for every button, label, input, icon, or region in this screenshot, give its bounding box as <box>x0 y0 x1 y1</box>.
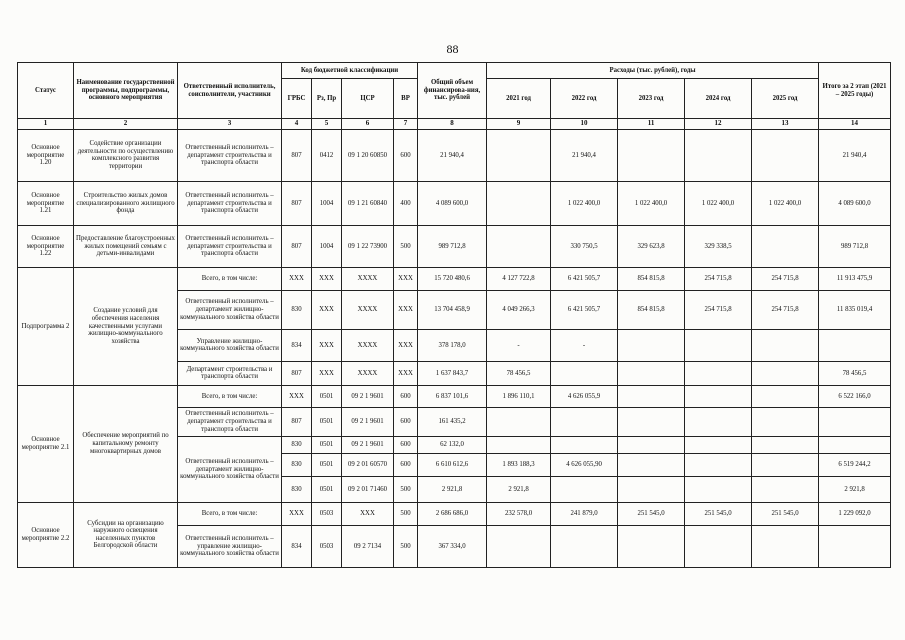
vr-cell: 600 <box>394 453 418 476</box>
rzpr-cell: ХХХ <box>312 267 342 290</box>
y2021-cell: 4 049 266,3 <box>487 290 551 329</box>
colnum: 8 <box>418 119 487 130</box>
hdr-vr: ВР <box>394 79 418 119</box>
budget-table <box>17 62 891 568</box>
itogo-cell <box>819 525 891 567</box>
vr-cell: ХХХ <box>394 361 418 385</box>
executor-cell: Ответственный исполнитель – департамент строительства и транспорта области <box>178 181 282 225</box>
executor-cell: Всего, в том числе: <box>178 267 282 290</box>
itogo-cell: 11 913 475,9 <box>819 267 891 290</box>
vr-cell: 600 <box>394 407 418 436</box>
csr-cell: 09 2 01 71460 <box>342 476 394 502</box>
y2022-cell <box>551 407 618 436</box>
y2025-cell: 1 022 400,0 <box>752 181 819 225</box>
itogo-cell: 4 089 600,0 <box>819 181 891 225</box>
y2022-cell: 4 626 055,9 <box>551 385 618 407</box>
hdr-2023: 2023 год <box>618 79 685 119</box>
csr-cell: 09 1 20 60850 <box>342 129 394 181</box>
status-cell: Основное мероприятие 1.21 <box>18 181 74 225</box>
itogo-cell: 2 921,8 <box>819 476 891 502</box>
total-cell: 6 837 101,6 <box>418 385 487 407</box>
total-cell: 62 132,0 <box>418 436 487 453</box>
y2025-cell <box>752 225 819 267</box>
total-cell: 989 712,8 <box>418 225 487 267</box>
csr-cell: ХХХХ <box>342 329 394 361</box>
y2024-cell <box>685 385 752 407</box>
y2023-cell: 1 022 400,0 <box>618 181 685 225</box>
rzpr-cell: 0501 <box>312 453 342 476</box>
y2024-cell <box>685 129 752 181</box>
rzpr-cell: 0501 <box>312 436 342 453</box>
y2021-cell: 78 456,5 <box>487 361 551 385</box>
grbs-cell: 807 <box>282 407 312 436</box>
grbs-cell: ХХХ <box>282 267 312 290</box>
itogo-cell <box>819 329 891 361</box>
y2023-cell <box>618 525 685 567</box>
itogo-cell: 6 519 244,2 <box>819 453 891 476</box>
grbs-cell: 834 <box>282 329 312 361</box>
itogo-cell: 78 456,5 <box>819 361 891 385</box>
subprogram-row <box>18 267 891 290</box>
csr-cell: ХХХХ <box>342 267 394 290</box>
y2023-cell <box>618 436 685 453</box>
csr-cell: 09 1 21 60840 <box>342 181 394 225</box>
executor-cell: Управление жилищно-коммунального хозяйства области <box>178 329 282 361</box>
y2025-cell <box>752 361 819 385</box>
vr-cell: 500 <box>394 525 418 567</box>
y2021-cell <box>487 129 551 181</box>
column-numbers-row <box>18 119 891 130</box>
rzpr-cell: 0501 <box>312 476 342 502</box>
hdr-2025: 2025 год <box>752 79 819 119</box>
colnum: 6 <box>342 119 394 130</box>
measure-row <box>18 181 891 225</box>
vr-cell: 400 <box>394 181 418 225</box>
hdr-name: Наименование государственной программы, подпрограммы, основного мероприятия <box>74 63 178 119</box>
y2021-cell <box>487 525 551 567</box>
total-cell: 161 435,2 <box>418 407 487 436</box>
y2025-cell <box>752 329 819 361</box>
header-row <box>18 63 891 79</box>
itogo-cell: 11 835 019,4 <box>819 290 891 329</box>
y2023-cell <box>618 476 685 502</box>
grbs-cell: 830 <box>282 453 312 476</box>
y2022-cell: - <box>551 329 618 361</box>
y2025-cell: 251 545,0 <box>752 502 819 525</box>
y2024-cell: 329 338,5 <box>685 225 752 267</box>
executor-cell: Ответственный исполнитель – управление жилищно-коммунального хозяйства области <box>178 525 282 567</box>
hdr-csr: ЦСР <box>342 79 394 119</box>
colnum: 12 <box>685 119 752 130</box>
grbs-cell: ХХХ <box>282 385 312 407</box>
vr-cell: 500 <box>394 225 418 267</box>
executor-cell: Ответственный исполнитель – департамент строительства и транспорта области <box>178 407 282 436</box>
name-cell: Предоставление благоустроенных жилых помещений семьям с детьми-инвалидами <box>74 225 178 267</box>
executor-cell: Ответственный исполнитель – департамент жилищно-коммунального хозяйства области <box>178 436 282 502</box>
y2022-cell <box>551 361 618 385</box>
colnum: 1 <box>18 119 74 130</box>
page-number: 88 <box>446 42 459 56</box>
rzpr-cell: 1004 <box>312 225 342 267</box>
rzpr-cell: ХХХ <box>312 361 342 385</box>
y2025-cell <box>752 453 819 476</box>
y2024-cell: 254 715,8 <box>685 290 752 329</box>
vr-cell: ХХХ <box>394 329 418 361</box>
itogo-cell: 6 522 166,0 <box>819 385 891 407</box>
grbs-cell: 807 <box>282 129 312 181</box>
y2022-cell: 6 421 505,7 <box>551 290 618 329</box>
csr-cell: 09 1 22 73900 <box>342 225 394 267</box>
total-cell: 15 720 480,6 <box>418 267 487 290</box>
hdr-executor: Ответственный исполнитель, соисполнители, участники <box>178 63 282 119</box>
name-cell: Субсидии на организацию наружного освещения населенных пунктов Белгородской области <box>74 502 178 567</box>
grbs-cell: 830 <box>282 436 312 453</box>
colnum: 4 <box>282 119 312 130</box>
total-cell: 1 637 843,7 <box>418 361 487 385</box>
rzpr-cell: 0501 <box>312 407 342 436</box>
y2023-cell <box>618 329 685 361</box>
y2025-cell <box>752 407 819 436</box>
y2022-cell: 21 940,4 <box>551 129 618 181</box>
y2024-cell <box>685 329 752 361</box>
executor-cell: Всего, в том числе: <box>178 385 282 407</box>
y2023-cell <box>618 407 685 436</box>
rzpr-cell: ХХХ <box>312 329 342 361</box>
rzpr-cell: 0503 <box>312 502 342 525</box>
total-cell: 4 089 600,0 <box>418 181 487 225</box>
itogo-cell <box>819 436 891 453</box>
name-cell: Обеспечение мероприятий по капитальному ремонту многоквартирных домов <box>74 385 178 502</box>
executor-cell: Всего, в том числе: <box>178 502 282 525</box>
hdr-total-volume: Общий объем финансирова-ния, тыс. рублей <box>418 63 487 119</box>
y2024-cell <box>685 407 752 436</box>
hdr-2024: 2024 год <box>685 79 752 119</box>
total-cell: 13 704 458,9 <box>418 290 487 329</box>
vr-cell: 500 <box>394 502 418 525</box>
hdr-rzpr: Рз, Пр <box>312 79 342 119</box>
executor-cell: Ответственный исполнитель – департамент строительства и транспорта области <box>178 129 282 181</box>
csr-cell: 09 2 1 9601 <box>342 407 394 436</box>
colnum: 10 <box>551 119 618 130</box>
y2024-cell: 254 715,8 <box>685 267 752 290</box>
csr-cell: 09 2 1 9601 <box>342 385 394 407</box>
status-cell: Подпрограмма 2 <box>18 267 74 385</box>
total-cell: 21 940,4 <box>418 129 487 181</box>
grbs-cell: 834 <box>282 525 312 567</box>
csr-cell: ХХХХ <box>342 290 394 329</box>
status-cell: Основное мероприятие 1.20 <box>18 129 74 181</box>
name-cell: Строительство жилых домов специализированного жилищного фонда <box>74 181 178 225</box>
executor-cell: Ответственный исполнитель – департамент жилищно-коммунального хозяйства области <box>178 290 282 329</box>
y2021-cell <box>487 181 551 225</box>
csr-cell: ХХХХ <box>342 361 394 385</box>
name-cell: Содействие организации деятельности по осуществлению комплексного развития территории <box>74 129 178 181</box>
y2021-cell: 2 921,8 <box>487 476 551 502</box>
grbs-cell: 807 <box>282 225 312 267</box>
y2025-cell <box>752 525 819 567</box>
colnum: 14 <box>819 119 891 130</box>
y2024-cell <box>685 525 752 567</box>
y2021-cell <box>487 436 551 453</box>
colnum: 3 <box>178 119 282 130</box>
rzpr-cell: 0501 <box>312 385 342 407</box>
y2022-cell: 241 879,0 <box>551 502 618 525</box>
hdr-itogo: Итого за 2 этап (2021 – 2025 годы) <box>819 63 891 119</box>
y2023-cell: 329 623,8 <box>618 225 685 267</box>
vr-cell: 600 <box>394 436 418 453</box>
colnum: 2 <box>74 119 178 130</box>
y2021-cell: 4 127 722,8 <box>487 267 551 290</box>
total-cell: 367 334,0 <box>418 525 487 567</box>
grbs-cell: 807 <box>282 361 312 385</box>
rzpr-cell: ХХХ <box>312 290 342 329</box>
y2022-cell <box>551 436 618 453</box>
hdr-2021: 2021 год <box>487 79 551 119</box>
total-cell: 378 178,0 <box>418 329 487 361</box>
executor-cell: Департамент строительства и транспорта области <box>178 361 282 385</box>
hdr-expenses: Расходы (тыс. рублей), годы <box>487 63 819 79</box>
name-cell: Создание условий для обеспечения населения качественными услугами жилищно-коммунального хозяйства <box>74 267 178 385</box>
total-cell: 6 610 612,6 <box>418 453 487 476</box>
grbs-cell: ХХХ <box>282 502 312 525</box>
measure-row <box>18 225 891 267</box>
rzpr-cell: 0503 <box>312 525 342 567</box>
measure-row <box>18 129 891 181</box>
y2024-cell <box>685 361 752 385</box>
y2023-cell <box>618 385 685 407</box>
colnum: 11 <box>618 119 685 130</box>
grbs-cell: 807 <box>282 181 312 225</box>
colnum: 7 <box>394 119 418 130</box>
csr-cell: 09 2 1 9601 <box>342 436 394 453</box>
hdr-budget-code: Код бюджетной классификации <box>282 63 418 79</box>
y2022-cell: 330 750,5 <box>551 225 618 267</box>
y2022-cell: 1 022 400,0 <box>551 181 618 225</box>
itogo-cell: 989 712,8 <box>819 225 891 267</box>
y2021-cell <box>487 225 551 267</box>
y2024-cell <box>685 436 752 453</box>
status-cell: Основное мероприятие 2.2 <box>18 502 74 567</box>
y2022-cell <box>551 525 618 567</box>
hdr-status: Статус <box>18 63 74 119</box>
y2023-cell <box>618 361 685 385</box>
y2021-cell: 232 578,0 <box>487 502 551 525</box>
grbs-cell: 830 <box>282 476 312 502</box>
total-cell: 2 686 686,0 <box>418 502 487 525</box>
y2021-cell <box>487 407 551 436</box>
y2023-cell <box>618 129 685 181</box>
y2024-cell <box>685 453 752 476</box>
colnum: 13 <box>752 119 819 130</box>
measure-row <box>18 385 891 407</box>
y2021-cell: - <box>487 329 551 361</box>
csr-cell: ХХХ <box>342 502 394 525</box>
y2025-cell: 254 715,8 <box>752 290 819 329</box>
y2025-cell <box>752 385 819 407</box>
colnum: 9 <box>487 119 551 130</box>
hdr-grbs: ГРБС <box>282 79 312 119</box>
y2022-cell: 4 626 055,90 <box>551 453 618 476</box>
vr-cell: 600 <box>394 129 418 181</box>
status-cell: Основное мероприятие 1.22 <box>18 225 74 267</box>
y2023-cell: 251 545,0 <box>618 502 685 525</box>
vr-cell: 600 <box>394 385 418 407</box>
y2023-cell: 854 815,8 <box>618 290 685 329</box>
y2021-cell: 1 893 188,3 <box>487 453 551 476</box>
rzpr-cell: 0412 <box>312 129 342 181</box>
y2023-cell <box>618 453 685 476</box>
y2023-cell: 854 815,8 <box>618 267 685 290</box>
itogo-cell <box>819 407 891 436</box>
hdr-2022: 2022 год <box>551 79 618 119</box>
rzpr-cell: 1004 <box>312 181 342 225</box>
csr-cell: 09 2 7134 <box>342 525 394 567</box>
y2024-cell: 251 545,0 <box>685 502 752 525</box>
colnum: 5 <box>312 119 342 130</box>
y2024-cell <box>685 476 752 502</box>
grbs-cell: 830 <box>282 290 312 329</box>
y2025-cell <box>752 476 819 502</box>
itogo-cell: 21 940,4 <box>819 129 891 181</box>
status-cell: Основное мероприятие 2.1 <box>18 385 74 502</box>
measure-row <box>18 502 891 525</box>
y2022-cell <box>551 476 618 502</box>
y2024-cell: 1 022 400,0 <box>685 181 752 225</box>
csr-cell: 09 2 01 60570 <box>342 453 394 476</box>
vr-cell: ХХХ <box>394 290 418 329</box>
total-cell: 2 921,8 <box>418 476 487 502</box>
executor-cell: Ответственный исполнитель – департамент строительства и транспорта области <box>178 225 282 267</box>
vr-cell: 500 <box>394 476 418 502</box>
y2025-cell: 254 715,8 <box>752 267 819 290</box>
y2025-cell <box>752 436 819 453</box>
vr-cell: ХХХ <box>394 267 418 290</box>
y2021-cell: 1 896 110,1 <box>487 385 551 407</box>
itogo-cell: 1 229 092,0 <box>819 502 891 525</box>
y2022-cell: 6 421 505,7 <box>551 267 618 290</box>
y2025-cell <box>752 129 819 181</box>
